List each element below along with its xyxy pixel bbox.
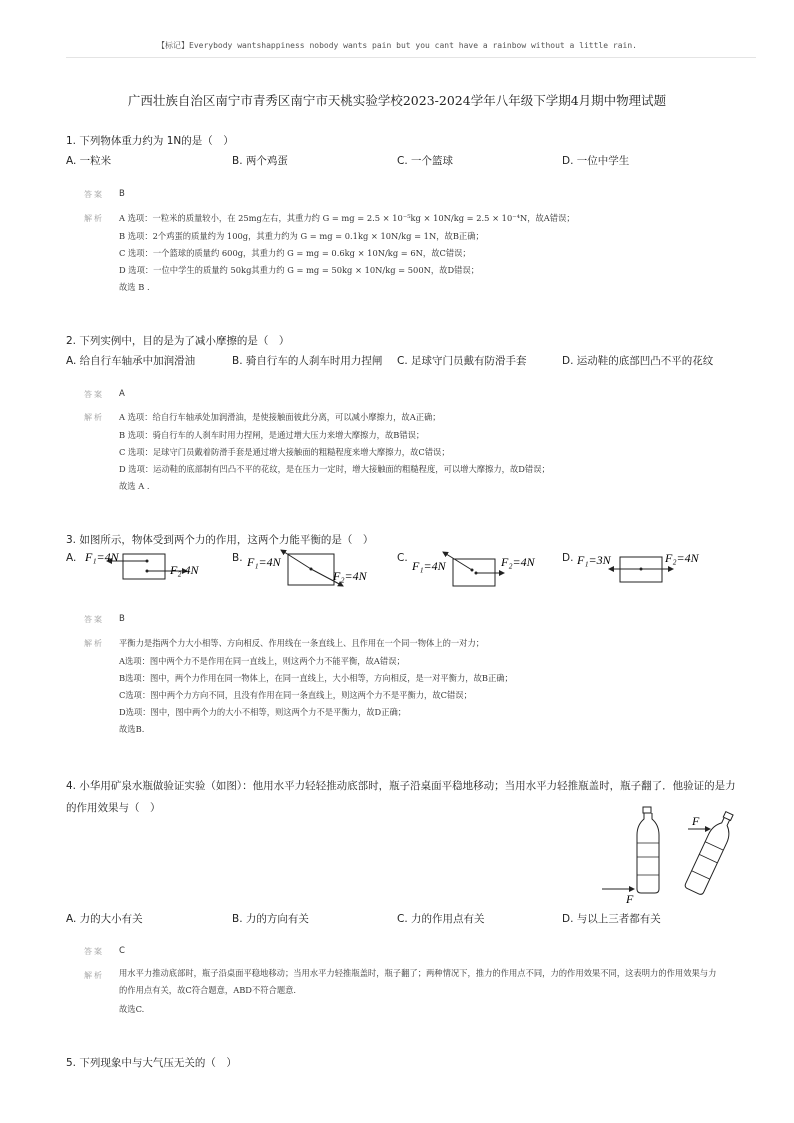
question-3-explanation-line: D选项：图中，图中两个力的大小不相等，则这两个力不是平衡力，故D正确； bbox=[119, 707, 407, 717]
explanation-label: 解析 bbox=[84, 214, 104, 223]
question-3-explanation-line: B选项：图中，两个力作用在同一物体上，在同一直线上，大小相等，方向相反，是一对平衡力，故B正确； bbox=[119, 673, 513, 683]
question-4-stem: 4. 小华用矿泉水瓶做验证实验（如图）：他用水平力轻轻推动底部时，瓶子沿桌面平稳地移动；当用水平力轻推瓶盖时，瓶子翻了．他验证的是力的作用效果与（ ） bbox=[66, 780, 736, 814]
force-label: F₂=4N bbox=[333, 569, 367, 583]
question-4-explanation-end: 故选C. bbox=[119, 1004, 145, 1014]
question-3-option-c[interactable]: C. bbox=[397, 552, 408, 564]
question-1-option-b[interactable]: B. 两个鸡蛋 bbox=[232, 155, 288, 167]
question-1-option-a[interactable]: A. 一粒米 bbox=[66, 155, 112, 167]
question-3-stem: 3. 如图所示，物体受到两个力的作用，这两个力能平衡的是（ ） bbox=[66, 534, 374, 546]
question-2-explanation-line: 故选 A . bbox=[119, 481, 150, 491]
force-label: F bbox=[692, 814, 700, 828]
question-3-explanation-line: 平衡力是指两个力大小相等、方向相反、作用线在一条直线上、且作用在一个同一物体上的一对力； bbox=[119, 638, 485, 648]
question-2-option-a[interactable]: A. 给自行车轴承中加润滑油 bbox=[66, 355, 196, 367]
question-2-explanation-line: D 选项：运动鞋的底部制有凹凸不平的花纹，是在压力一定时，增大接触面的粗糙程度，可以增大摩擦力，故D错误； bbox=[119, 464, 550, 474]
question-4-option-a[interactable]: A. 力的大小有关 bbox=[66, 913, 143, 925]
question-4-option-c[interactable]: C. 力的作用点有关 bbox=[397, 913, 485, 925]
question-1-answer: B bbox=[119, 189, 125, 199]
question-3-answer: B bbox=[119, 614, 125, 624]
force-diagram-d bbox=[575, 546, 715, 590]
upright-bottle bbox=[637, 807, 659, 893]
question-1-explanation-line: D 选项：一位中学生的质量约 50kg其重力约 G = mg = 50kg × 10N/kg = 500N，故D错误； bbox=[119, 265, 480, 275]
force-label: F₁=4N bbox=[85, 550, 119, 564]
header-divider bbox=[66, 57, 756, 58]
explanation-label: 解析 bbox=[84, 639, 104, 648]
answer-label: 答案 bbox=[84, 390, 104, 399]
explanation-label: 解析 bbox=[84, 971, 104, 980]
force-diagram-c bbox=[410, 546, 550, 590]
question-2-option-d[interactable]: D. 运动鞋的底部凹凸不平的花纹 bbox=[562, 355, 714, 367]
header-note: 【标记】Everybody wantshappiness nobody wants pain but you cant have a rainbow without a little rain. bbox=[157, 41, 637, 50]
question-3-explanation-line: A选项：图中两个力不是作用在同一直线上，则这两个力不能平衡，故A错误； bbox=[119, 656, 405, 666]
question-5-stem: 5. 下列现象中与大气压无关的（ ） bbox=[66, 1057, 237, 1069]
question-3-option-b[interactable]: B. bbox=[232, 552, 243, 564]
question-3-explanation-line: C选项：图中两个力方向不同，且没有作用在同一条直线上，则这两个力不是平衡力，故C错误； bbox=[119, 690, 472, 700]
question-3-explanation-line: 故选B. bbox=[119, 724, 145, 734]
question-1-stem: 1. 下列物体重力约为 1N的是（ ） bbox=[66, 135, 234, 147]
question-3-option-d[interactable]: D. bbox=[562, 552, 574, 564]
explanation-label: 解析 bbox=[84, 413, 104, 422]
question-2-answer: A bbox=[119, 389, 125, 399]
question-2-option-c[interactable]: C. 足球守门员戴有防滑手套 bbox=[397, 355, 527, 367]
force-diagram-a bbox=[80, 546, 220, 586]
question-1-option-d[interactable]: D. 一位中学生 bbox=[562, 155, 630, 167]
question-4-option-d[interactable]: D. 与以上三者都有关 bbox=[562, 913, 661, 925]
question-2-explanation-line: A 选项：给自行车轴承处加润滑油，是使接触面彼此分离，可以减小摩擦力，故A正确； bbox=[119, 412, 441, 422]
answer-label: 答案 bbox=[84, 615, 104, 624]
question-1-explanation-line: 故选 B . bbox=[119, 282, 150, 292]
question-1-explanation-line: A 选项：一粒米的质量较小，在 25mg左右，其重力约 G = mg = 2.5 × 10⁻⁵kg × 10N/kg = 2.5 × 10⁻⁴N，故A错误； bbox=[119, 213, 575, 223]
force-label: F₂=4N bbox=[665, 551, 699, 565]
bottle-diagram bbox=[600, 805, 740, 907]
question-1-explanation-line: B 选项：2个鸡蛋的质量约为 100g，其重力约为 G = mg = 0.1kg × 10N/kg = 1N，故B正确； bbox=[119, 231, 484, 241]
force-label: F₁=3N bbox=[577, 553, 611, 567]
question-1-option-c[interactable]: C. 一个篮球 bbox=[397, 155, 454, 167]
force-label: F₂ 4N bbox=[170, 563, 199, 577]
question-2-stem: 2. 下列实例中，目的是为了减小摩擦的是（ ） bbox=[66, 335, 290, 347]
answer-label: 答案 bbox=[84, 190, 104, 199]
question-2-option-b[interactable]: B. 骑自行车的人刹车时用力捏闸 bbox=[232, 355, 383, 367]
force-label: F₂=4N bbox=[501, 555, 535, 569]
question-3-option-a[interactable]: A. bbox=[66, 552, 77, 564]
question-4-option-b[interactable]: B. 力的方向有关 bbox=[232, 913, 309, 925]
question-4-explanation: 用水平力推动底部时，瓶子沿桌面平稳地移动；当用水平力轻推瓶盖时，瓶子翻了；两种情况下，推力的作用点不同，力的作用效果不同，这表明力的作用效果与力的作用点有关，故C符合题意，ABD不符合题意. bbox=[119, 968, 717, 995]
question-4-answer: C bbox=[119, 946, 125, 956]
question-1-explanation-line: C 选项：一个篮球的质量约 600g，其重力约 G = mg = 0.6kg × 10N/kg = 6N，故C错误； bbox=[119, 248, 471, 258]
force-label: F₁=4N bbox=[412, 559, 446, 573]
answer-label: 答案 bbox=[84, 947, 104, 956]
force-diagram-b bbox=[245, 546, 385, 590]
question-2-explanation-line: C 选项：足球守门员戴着防滑手套是通过增大接触面的粗糙程度来增大摩擦力，故C错误； bbox=[119, 447, 450, 457]
question-2-explanation-line: B 选项：骑自行车的人刹车时用力捏闸，是通过增大压力来增大摩擦力，故B错误； bbox=[119, 430, 425, 440]
page-title: 广西壮族自治区南宁市青秀区南宁市天桃实验学校2023-2024学年八年级下学期4月期中物理试题 bbox=[127, 93, 667, 108]
force-label: F bbox=[626, 892, 634, 906]
force-label: F₁=4N bbox=[247, 555, 281, 569]
